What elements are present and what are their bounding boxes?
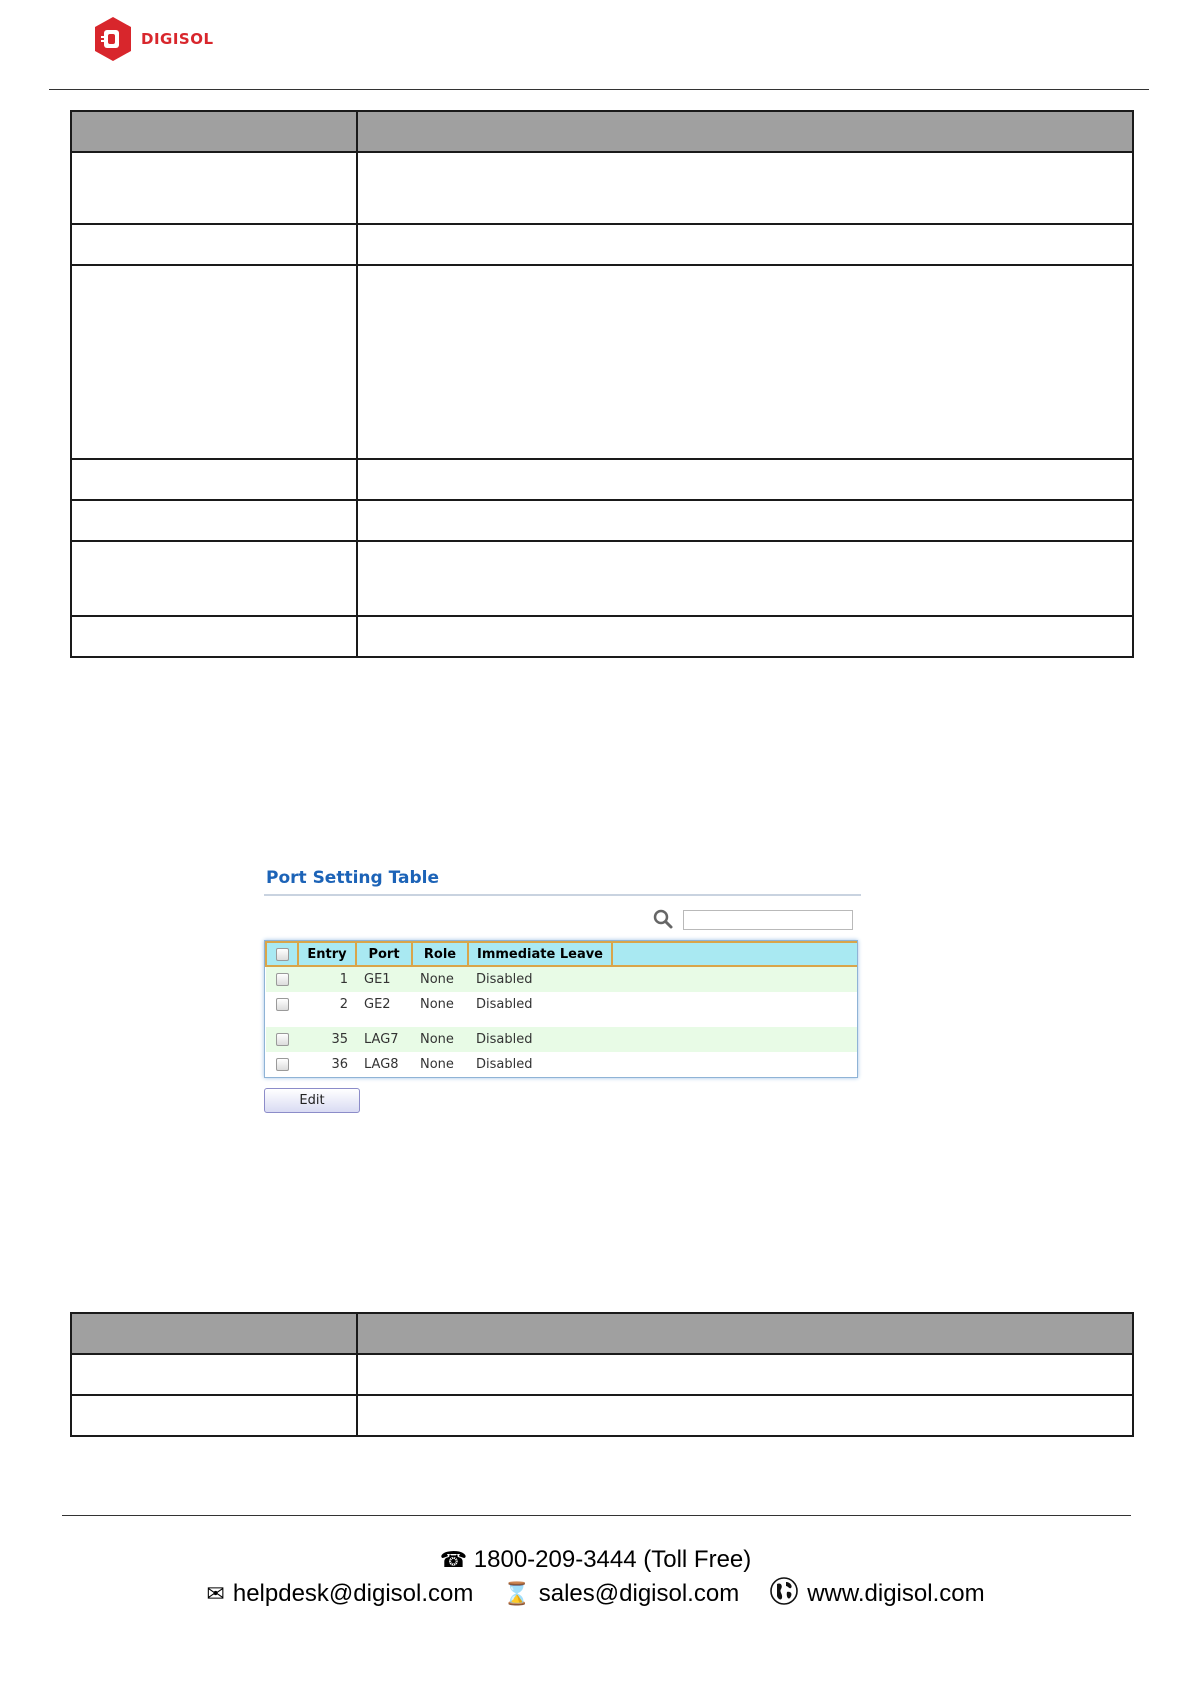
entry-cell: 36 xyxy=(298,1052,356,1077)
globe-icon xyxy=(769,1576,799,1612)
port-cell: GE2 xyxy=(356,992,412,1017)
footer-phone xyxy=(0,1546,1191,1574)
table-row xyxy=(71,265,1133,459)
hourglass-icon: ⌛ xyxy=(503,1581,531,1606)
row-checkbox[interactable] xyxy=(266,1027,298,1052)
table-header-cell xyxy=(71,111,357,152)
row-gap xyxy=(266,1017,857,1027)
column-header-role[interactable]: Role xyxy=(412,942,468,966)
brand-logo xyxy=(93,15,214,63)
table-header-cell xyxy=(357,1313,1133,1354)
row-checkbox[interactable] xyxy=(266,1052,298,1077)
immediate-leave-cell: Disabled xyxy=(468,1027,612,1052)
search-input[interactable] xyxy=(683,910,853,930)
header-divider xyxy=(49,89,1149,90)
helpdesk-email[interactable]: helpdesk@digisol.com xyxy=(232,1580,474,1607)
row-checkbox[interactable] xyxy=(266,966,298,992)
immediate-leave-cell: Disabled xyxy=(468,1052,612,1077)
column-header-immediate-leave[interactable]: Immediate Leave xyxy=(468,942,612,966)
sales-email[interactable]: sales@digisol.com xyxy=(538,1580,740,1607)
select-all-checkbox[interactable] xyxy=(266,942,298,966)
table-row[interactable] xyxy=(266,966,857,992)
column-header-entry[interactable]: Entry xyxy=(298,942,356,966)
port-table-header xyxy=(266,942,857,966)
table-header-cell xyxy=(71,1313,357,1354)
table-row xyxy=(71,541,1133,616)
table-row xyxy=(71,500,1133,541)
brand-name: DIGISOL xyxy=(141,30,214,48)
digisol-logo-icon xyxy=(93,15,133,63)
search-icon[interactable] xyxy=(652,908,674,935)
table-header-row xyxy=(71,111,1133,152)
port-cell: LAG7 xyxy=(356,1027,412,1052)
website-link[interactable]: www.digisol.com xyxy=(807,1580,985,1607)
entry-cell: 2 xyxy=(298,992,356,1017)
parameter-table-bottom xyxy=(70,1312,1134,1437)
immediate-leave-cell: Disabled xyxy=(468,992,612,1017)
entry-cell: 35 xyxy=(298,1027,356,1052)
table-header-cell xyxy=(357,111,1133,152)
port-cell: LAG8 xyxy=(356,1052,412,1077)
parameter-table-top xyxy=(70,110,1134,658)
column-header-filler xyxy=(612,942,857,966)
phone-number: 1800-209-3444 (Toll Free) xyxy=(473,1546,752,1573)
search-row xyxy=(264,896,861,936)
edit-button[interactable]: Edit xyxy=(264,1088,360,1113)
role-cell: None xyxy=(412,1027,468,1052)
port-cell: GE1 xyxy=(356,966,412,992)
entry-cell: 1 xyxy=(298,966,356,992)
table-row xyxy=(71,224,1133,265)
port-setting-panel xyxy=(264,868,861,1113)
port-table xyxy=(265,941,857,1077)
footer-website xyxy=(769,1576,984,1612)
telephone-icon: ☎ xyxy=(439,1547,468,1572)
table-row xyxy=(71,616,1133,657)
role-cell: None xyxy=(412,992,468,1017)
port-grid xyxy=(264,940,858,1078)
table-row[interactable] xyxy=(266,1027,857,1052)
row-checkbox[interactable] xyxy=(266,992,298,1017)
footer-contacts xyxy=(0,1576,1191,1612)
role-cell: None xyxy=(412,966,468,992)
table-row[interactable] xyxy=(266,1052,857,1077)
column-header-port[interactable]: Port xyxy=(356,942,412,966)
table-header-row xyxy=(71,1313,1133,1354)
footer-divider xyxy=(62,1515,1131,1516)
panel-title: Port Setting Table xyxy=(266,868,440,888)
table-row xyxy=(71,1354,1133,1395)
footer-sales xyxy=(503,1576,739,1612)
role-cell: None xyxy=(412,1052,468,1077)
table-row xyxy=(71,1395,1133,1436)
table-row xyxy=(71,459,1133,500)
table-row[interactable] xyxy=(266,992,857,1017)
mail-icon: ✉ xyxy=(206,1581,225,1606)
table-row xyxy=(71,152,1133,224)
immediate-leave-cell: Disabled xyxy=(468,966,612,992)
footer-helpdesk xyxy=(206,1576,473,1612)
